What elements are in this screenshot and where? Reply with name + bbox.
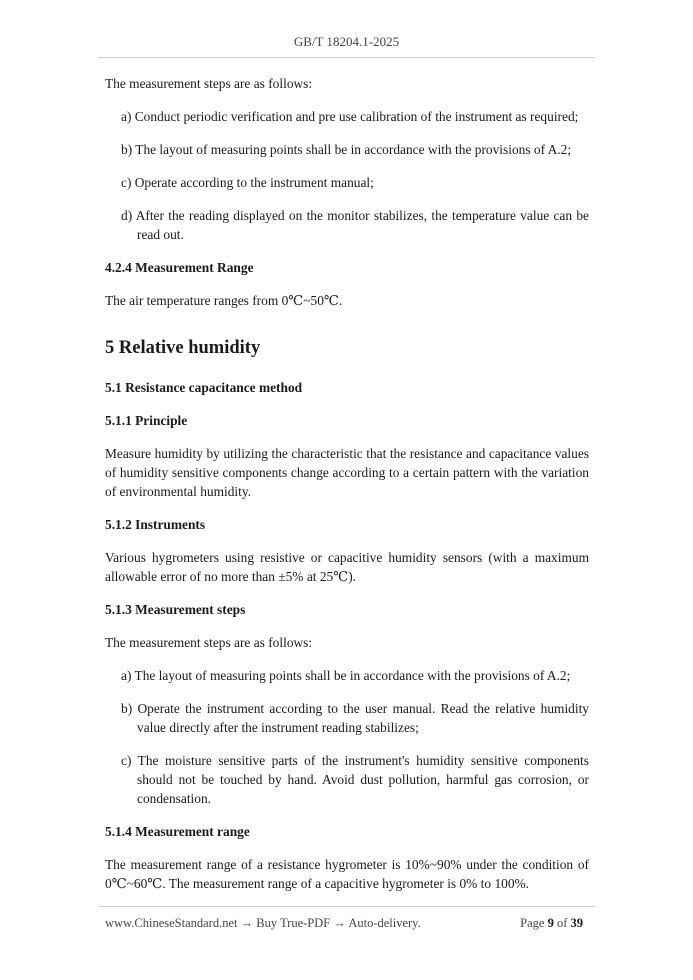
paragraph: Measure humidity by utilizing the characteristic that the resistance and capacitance values of humidity sensitive components change according to a certain pattern with the variation of environmental humidity. [105,446,589,499]
page-content [105,74,589,893]
section-heading: 5.1 Resistance capacitance method [105,380,303,395]
page-header: GB/T 18204.1-2025 [293,34,400,49]
step-item: a) The layout of measuring points shall be in accordance with the provisions of A.2; [121,668,571,683]
step-item: b) The layout of measuring points shall be in accordance with the provisions of A.2; [121,142,572,157]
paragraph: Various hygrometers using resistive or capacitive humidity sensors (with a maximum allowable error of no more than ±5% at 25℃). [105,550,589,584]
buy-pdf-text: Buy True-PDF [256,916,331,930]
paragraph: The air temperature ranges from 0℃~50℃. [105,293,343,308]
chapter-heading: 5 Relative humidity [105,338,261,358]
arrow-icon: → [240,916,254,930]
page-indicator [520,916,583,931]
step-item: c) Operate according to the instrument manual; [121,175,374,190]
of-label: of [556,916,568,930]
section-heading: 5.1.2 Instruments [105,517,206,532]
step-item: b) Operate the instrument according to the user manual. Read the relative humidity value directly after the instrument reading stabilizes; [121,701,589,735]
page-number: 9 [547,916,554,930]
step-item: d) After the reading displayed on the monitor stabilizes, the temperature value can be read out. [121,208,589,242]
step-item: c) The moisture sensitive parts of the instrument's humidity sensitive components should not be touched by hand. Avoid dust pollution, harmful gas corrosion, or condensation. [121,753,589,806]
step-item: a) Conduct periodic verification and pre use calibration of the instrument as required; [121,109,579,124]
header-divider [98,57,595,58]
delivery-text: Auto-delivery. [348,916,421,930]
section-heading: 5.1.4 Measurement range [105,824,250,839]
arrow-icon: → [333,916,346,930]
steps-intro: The measurement steps are as follows: [105,76,313,91]
footer-promo [105,916,421,931]
paragraph: The measurement steps are as follows: [105,635,313,650]
section-heading: 5.1.1 Principle [105,413,188,428]
paragraph: The measurement range of a resistance hygrometer is 10%~90% under the condition of 0℃~60℃. The measurement range of a capacitive hygrometer is 0% to 100%. [105,857,589,891]
footer-divider [98,906,595,907]
website-link[interactable]: www.ChineseStandard.net [105,916,238,930]
page-label: Page [520,916,545,930]
section-heading: 4.2.4 Measurement Range [105,260,254,275]
section-heading: 5.1.3 Measurement steps [105,602,246,617]
page-total: 39 [570,916,583,930]
